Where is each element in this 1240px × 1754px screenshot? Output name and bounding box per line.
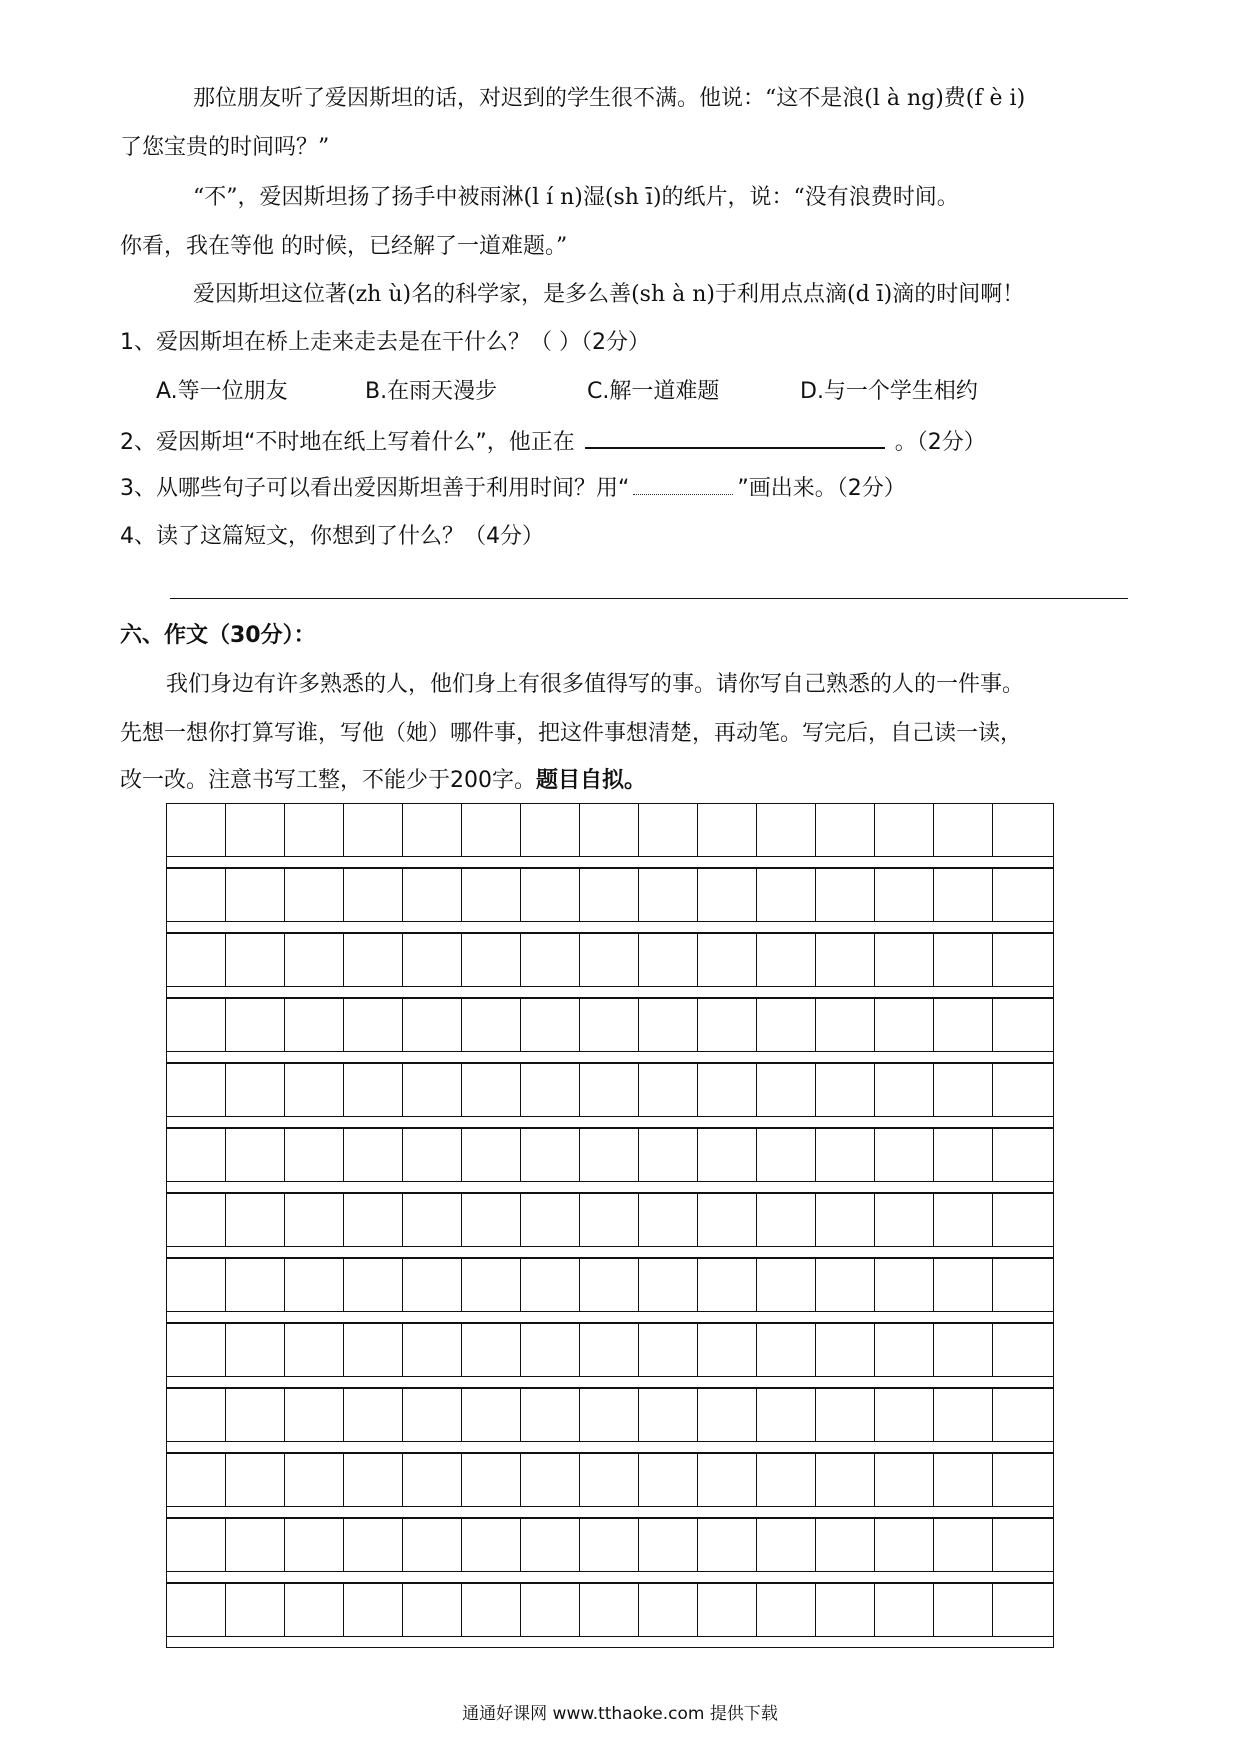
grid-cell[interactable]	[403, 869, 462, 921]
grid-cell[interactable]	[639, 1129, 698, 1181]
grid-cell[interactable]	[285, 1259, 344, 1311]
grid-cell[interactable]	[698, 1129, 757, 1181]
grid-cell[interactable]	[757, 1584, 816, 1636]
grid-cell[interactable]	[875, 869, 934, 921]
grid-row	[166, 868, 1054, 922]
grid-row	[166, 1128, 1054, 1182]
grid-cell[interactable]	[934, 869, 993, 921]
grid-cell[interactable]	[698, 934, 757, 986]
grid-cell[interactable]	[521, 1129, 580, 1181]
grid-cell[interactable]	[639, 1454, 698, 1506]
answer-line[interactable]	[170, 598, 1128, 599]
grid-cell[interactable]	[403, 1519, 462, 1571]
grid-cell[interactable]	[403, 804, 462, 856]
grid-cell[interactable]	[462, 1389, 521, 1441]
grid-cell[interactable]	[462, 1454, 521, 1506]
grid-row-gap	[166, 987, 1054, 998]
grid-cell[interactable]	[816, 1584, 875, 1636]
grid-cell[interactable]	[934, 1324, 993, 1376]
grid-cell[interactable]	[285, 869, 344, 921]
grid-cell[interactable]	[875, 1129, 934, 1181]
grid-row	[166, 1518, 1054, 1572]
footer: 通通好课网 www.tthaoke.com 提供下载	[462, 1704, 778, 1724]
grid-row	[166, 1258, 1054, 1312]
grid-cell[interactable]	[993, 1324, 1052, 1376]
grid-cell[interactable]	[521, 804, 580, 856]
grid-cell[interactable]	[757, 1454, 816, 1506]
grid-cell[interactable]	[816, 1259, 875, 1311]
grid-cell[interactable]	[993, 804, 1052, 856]
grid-cell[interactable]	[462, 1584, 521, 1636]
grid-cell[interactable]	[698, 1064, 757, 1116]
question-3-score: ”画出来。（2分）	[737, 476, 906, 501]
grid-cell[interactable]	[167, 1584, 226, 1636]
grid-cell[interactable]	[521, 934, 580, 986]
grid-cell[interactable]	[344, 934, 403, 986]
grid-cell[interactable]	[875, 1324, 934, 1376]
grid-row-gap	[166, 1572, 1054, 1583]
grid-cell[interactable]	[698, 999, 757, 1051]
grid-cell[interactable]	[167, 934, 226, 986]
grid-cell[interactable]	[580, 1194, 639, 1246]
grid-cell[interactable]	[167, 1129, 226, 1181]
wavy-underline-sample	[633, 474, 733, 495]
grid-cell[interactable]	[816, 1064, 875, 1116]
grid-cell[interactable]	[167, 1259, 226, 1311]
question-2	[120, 425, 986, 458]
grid-cell[interactable]	[167, 1519, 226, 1571]
grid-cell[interactable]	[462, 999, 521, 1051]
option-a[interactable]: A.等一位朋友	[156, 379, 288, 404]
grid-cell[interactable]	[993, 1454, 1052, 1506]
grid-cell[interactable]	[462, 1129, 521, 1181]
grid-cell[interactable]	[875, 1194, 934, 1246]
grid-cell[interactable]	[403, 1584, 462, 1636]
grid-cell[interactable]	[226, 1064, 285, 1116]
grid-cell[interactable]	[521, 869, 580, 921]
grid-cell[interactable]	[875, 999, 934, 1051]
grid-cell[interactable]	[698, 869, 757, 921]
grid-cell[interactable]	[993, 1259, 1052, 1311]
grid-row-gap	[166, 857, 1054, 868]
grid-cell[interactable]	[875, 1584, 934, 1636]
grid-cell[interactable]	[757, 804, 816, 856]
grid-cell[interactable]	[285, 934, 344, 986]
grid-cell[interactable]	[875, 1519, 934, 1571]
grid-cell[interactable]	[639, 934, 698, 986]
grid-cell[interactable]	[285, 1519, 344, 1571]
grid-cell[interactable]	[993, 1389, 1052, 1441]
grid-cell[interactable]	[698, 1584, 757, 1636]
grid-cell[interactable]	[403, 1129, 462, 1181]
grid-row-gap	[166, 1442, 1054, 1453]
grid-cell[interactable]	[698, 1194, 757, 1246]
grid-cell[interactable]	[580, 934, 639, 986]
grid-cell[interactable]	[875, 1064, 934, 1116]
section-heading: 六、作文（30分）：	[120, 623, 316, 648]
passage-line: 了您宝贵的时间吗？”	[120, 135, 330, 160]
grid-cell[interactable]	[816, 1194, 875, 1246]
grid-cell[interactable]	[639, 1064, 698, 1116]
grid-cell[interactable]	[580, 999, 639, 1051]
grid-cell[interactable]	[285, 1129, 344, 1181]
grid-cell[interactable]	[580, 804, 639, 856]
grid-cell[interactable]	[462, 1064, 521, 1116]
grid-cell[interactable]	[757, 1129, 816, 1181]
grid-cell[interactable]	[698, 1519, 757, 1571]
grid-cell[interactable]	[344, 1454, 403, 1506]
grid-cell[interactable]	[934, 934, 993, 986]
grid-cell[interactable]	[344, 1259, 403, 1311]
grid-cell[interactable]	[226, 934, 285, 986]
grid-cell[interactable]	[226, 1194, 285, 1246]
prompt-text: 改一改。注意书写工整，不能少于200字。	[120, 768, 536, 793]
grid-cell[interactable]	[285, 804, 344, 856]
option-b[interactable]: B.在雨天漫步	[365, 379, 498, 404]
grid-row-gap	[166, 922, 1054, 933]
prompt-bold: 题目自拟。	[536, 768, 647, 793]
passage-line: “不”，爱因斯坦扬了扬手中被雨淋(l í n)湿(sh ī)的纸片，说：“没有浪费时间。	[193, 185, 959, 210]
question-3-text: 3、从哪些句子可以看出爱因斯坦善于利用时间？用“	[120, 476, 630, 501]
grid-row	[166, 1583, 1054, 1637]
grid-cell[interactable]	[698, 1324, 757, 1376]
grid-cell[interactable]	[226, 869, 285, 921]
grid-cell[interactable]	[816, 1389, 875, 1441]
grid-cell[interactable]	[816, 869, 875, 921]
grid-cell[interactable]	[285, 1454, 344, 1506]
grid-cell[interactable]	[285, 1584, 344, 1636]
grid-cell[interactable]	[403, 999, 462, 1051]
grid-cell[interactable]	[875, 934, 934, 986]
grid-cell[interactable]	[993, 869, 1052, 921]
grid-row	[166, 1388, 1054, 1442]
grid-cell[interactable]	[639, 1519, 698, 1571]
grid-cell[interactable]	[993, 1584, 1052, 1636]
prompt-line: 我们身边有许多熟悉的人，他们身上有很多值得写的事。请你写自己熟悉的人的一件事。	[166, 672, 1025, 697]
grid-cell[interactable]	[521, 1389, 580, 1441]
grid-cell[interactable]	[816, 1519, 875, 1571]
grid-row-gap	[166, 1312, 1054, 1323]
grid-row	[166, 803, 1054, 857]
grid-cell[interactable]	[993, 1064, 1052, 1116]
grid-cell[interactable]	[639, 1259, 698, 1311]
grid-cell[interactable]	[521, 1454, 580, 1506]
grid-cell[interactable]	[521, 1259, 580, 1311]
grid-cell[interactable]	[285, 1324, 344, 1376]
grid-cell[interactable]	[167, 869, 226, 921]
grid-cell[interactable]	[816, 999, 875, 1051]
grid-cell[interactable]	[698, 1259, 757, 1311]
grid-cell[interactable]	[580, 1129, 639, 1181]
grid-cell[interactable]	[462, 1194, 521, 1246]
prompt-line	[120, 766, 646, 796]
grid-cell[interactable]	[757, 1324, 816, 1376]
grid-cell[interactable]	[285, 999, 344, 1051]
passage-line: 那位朋友听了爱因斯坦的话，对迟到的学生很不满。他说：“这不是浪(l à ng)费(f è i)	[193, 86, 1026, 111]
grid-cell[interactable]	[993, 1194, 1052, 1246]
grid-cell[interactable]	[462, 1324, 521, 1376]
grid-cell[interactable]	[934, 1129, 993, 1181]
grid-cell[interactable]	[757, 934, 816, 986]
grid-cell[interactable]	[167, 804, 226, 856]
answer-blank[interactable]	[585, 425, 885, 449]
grid-cell[interactable]	[580, 1454, 639, 1506]
grid-cell[interactable]	[875, 1389, 934, 1441]
grid-cell[interactable]	[816, 804, 875, 856]
grid-row-gap	[166, 1507, 1054, 1518]
grid-cell[interactable]	[934, 1194, 993, 1246]
grid-cell[interactable]	[344, 869, 403, 921]
grid-cell[interactable]	[344, 1194, 403, 1246]
grid-cell[interactable]	[462, 1519, 521, 1571]
grid-cell[interactable]	[816, 1324, 875, 1376]
grid-cell[interactable]	[639, 1389, 698, 1441]
grid-cell[interactable]	[167, 1194, 226, 1246]
prompt-line: 先想一想你打算写谁，写他（她）哪件事，把这件事想清楚，再动笔。写完后，自己读一读，	[120, 721, 1023, 746]
grid-cell[interactable]	[934, 1064, 993, 1116]
grid-cell[interactable]	[934, 1259, 993, 1311]
grid-cell[interactable]	[580, 1389, 639, 1441]
grid-cell[interactable]	[344, 1129, 403, 1181]
grid-cell[interactable]	[757, 1194, 816, 1246]
writing-grid[interactable]	[166, 803, 1054, 1648]
grid-row	[166, 1193, 1054, 1247]
question-2-score: 。（2分）	[894, 430, 986, 455]
grid-cell[interactable]	[344, 1389, 403, 1441]
grid-cell[interactable]	[226, 1324, 285, 1376]
grid-cell[interactable]	[757, 1389, 816, 1441]
grid-cell[interactable]	[757, 1064, 816, 1116]
grid-cell[interactable]	[167, 1324, 226, 1376]
grid-cell[interactable]	[521, 1324, 580, 1376]
grid-cell[interactable]	[934, 804, 993, 856]
grid-cell[interactable]	[285, 1064, 344, 1116]
grid-cell[interactable]	[462, 804, 521, 856]
grid-cell[interactable]	[875, 1259, 934, 1311]
grid-row	[166, 933, 1054, 987]
grid-cell[interactable]	[580, 1324, 639, 1376]
grid-cell[interactable]	[344, 1324, 403, 1376]
grid-cell[interactable]	[993, 1129, 1052, 1181]
grid-cell[interactable]	[639, 999, 698, 1051]
option-d[interactable]: D.与一个学生相约	[800, 379, 978, 404]
grid-cell[interactable]	[934, 999, 993, 1051]
grid-cell[interactable]	[344, 999, 403, 1051]
grid-cell[interactable]	[226, 1389, 285, 1441]
grid-cell[interactable]	[403, 1259, 462, 1311]
grid-cell[interactable]	[226, 1454, 285, 1506]
option-c[interactable]: C.解一道难题	[587, 379, 720, 404]
grid-cell[interactable]	[816, 1129, 875, 1181]
grid-cell[interactable]	[934, 1389, 993, 1441]
question-4: 4、读了这篇短文，你想到了什么？（4分）	[120, 524, 544, 549]
grid-cell[interactable]	[757, 1519, 816, 1571]
grid-cell[interactable]	[639, 1324, 698, 1376]
grid-cell[interactable]	[403, 1324, 462, 1376]
grid-cell[interactable]	[993, 934, 1052, 986]
grid-cell[interactable]	[403, 1194, 462, 1246]
grid-cell[interactable]	[285, 1389, 344, 1441]
grid-cell[interactable]	[757, 869, 816, 921]
grid-row-gap	[166, 1247, 1054, 1258]
grid-cell[interactable]	[639, 1584, 698, 1636]
grid-cell[interactable]	[639, 869, 698, 921]
grid-cell[interactable]	[521, 1584, 580, 1636]
grid-cell[interactable]	[757, 1259, 816, 1311]
passage-line: 你看，我在等他 的时候，已经解了一道难题。”	[120, 234, 568, 259]
grid-cell[interactable]	[403, 934, 462, 986]
grid-cell[interactable]	[639, 804, 698, 856]
grid-cell[interactable]	[934, 1519, 993, 1571]
grid-row	[166, 998, 1054, 1052]
grid-cell[interactable]	[344, 1584, 403, 1636]
grid-cell[interactable]	[875, 804, 934, 856]
grid-cell[interactable]	[285, 1194, 344, 1246]
grid-cell[interactable]	[993, 999, 1052, 1051]
grid-cell[interactable]	[580, 1519, 639, 1571]
grid-cell[interactable]	[462, 934, 521, 986]
grid-cell[interactable]	[875, 1454, 934, 1506]
grid-row-gap	[166, 1637, 1054, 1648]
grid-cell[interactable]	[580, 1584, 639, 1636]
grid-cell[interactable]	[226, 1259, 285, 1311]
grid-cell[interactable]	[521, 999, 580, 1051]
grid-row-gap	[166, 1117, 1054, 1128]
grid-cell[interactable]	[167, 999, 226, 1051]
grid-cell[interactable]	[226, 1519, 285, 1571]
grid-row-gap	[166, 1377, 1054, 1388]
grid-cell[interactable]	[934, 1454, 993, 1506]
question-3	[120, 474, 906, 504]
grid-row	[166, 1323, 1054, 1377]
grid-cell[interactable]	[993, 1519, 1052, 1571]
grid-cell[interactable]	[521, 1194, 580, 1246]
question-1: 1、爱因斯坦在桥上走来走去是在干什么？（ ）（2分）	[120, 330, 650, 355]
grid-cell[interactable]	[934, 1584, 993, 1636]
grid-cell[interactable]	[167, 1064, 226, 1116]
grid-cell[interactable]	[226, 1129, 285, 1181]
grid-cell[interactable]	[462, 869, 521, 921]
grid-row-gap	[166, 1052, 1054, 1063]
passage-line: 爱因斯坦这位著(zh ù)名的科学家，是多么善(sh à n)于利用点点滴(d ī)滴的时间啊！	[193, 282, 1025, 307]
grid-cell[interactable]	[698, 1389, 757, 1441]
grid-cell[interactable]	[344, 804, 403, 856]
question-2-text: 2、爱因斯坦“不时地在纸上写着什么”，他正在	[120, 430, 575, 455]
grid-cell[interactable]	[344, 1519, 403, 1571]
grid-cell[interactable]	[580, 1259, 639, 1311]
grid-cell[interactable]	[226, 1584, 285, 1636]
grid-cell[interactable]	[816, 934, 875, 986]
grid-cell[interactable]	[521, 1519, 580, 1571]
grid-cell[interactable]	[344, 1064, 403, 1116]
grid-cell[interactable]	[580, 1064, 639, 1116]
grid-cell[interactable]	[167, 1389, 226, 1441]
grid-cell[interactable]	[816, 1454, 875, 1506]
grid-row	[166, 1453, 1054, 1507]
grid-cell[interactable]	[226, 999, 285, 1051]
grid-cell[interactable]	[226, 804, 285, 856]
grid-cell[interactable]	[403, 1454, 462, 1506]
grid-cell[interactable]	[580, 869, 639, 921]
grid-cell[interactable]	[167, 1454, 226, 1506]
grid-cell[interactable]	[521, 1064, 580, 1116]
grid-cell[interactable]	[403, 1389, 462, 1441]
grid-row-gap	[166, 1182, 1054, 1193]
grid-cell[interactable]	[757, 999, 816, 1051]
grid-cell[interactable]	[698, 1454, 757, 1506]
grid-cell[interactable]	[462, 1259, 521, 1311]
grid-row	[166, 1063, 1054, 1117]
grid-cell[interactable]	[403, 1064, 462, 1116]
grid-cell[interactable]	[698, 804, 757, 856]
grid-cell[interactable]	[639, 1194, 698, 1246]
